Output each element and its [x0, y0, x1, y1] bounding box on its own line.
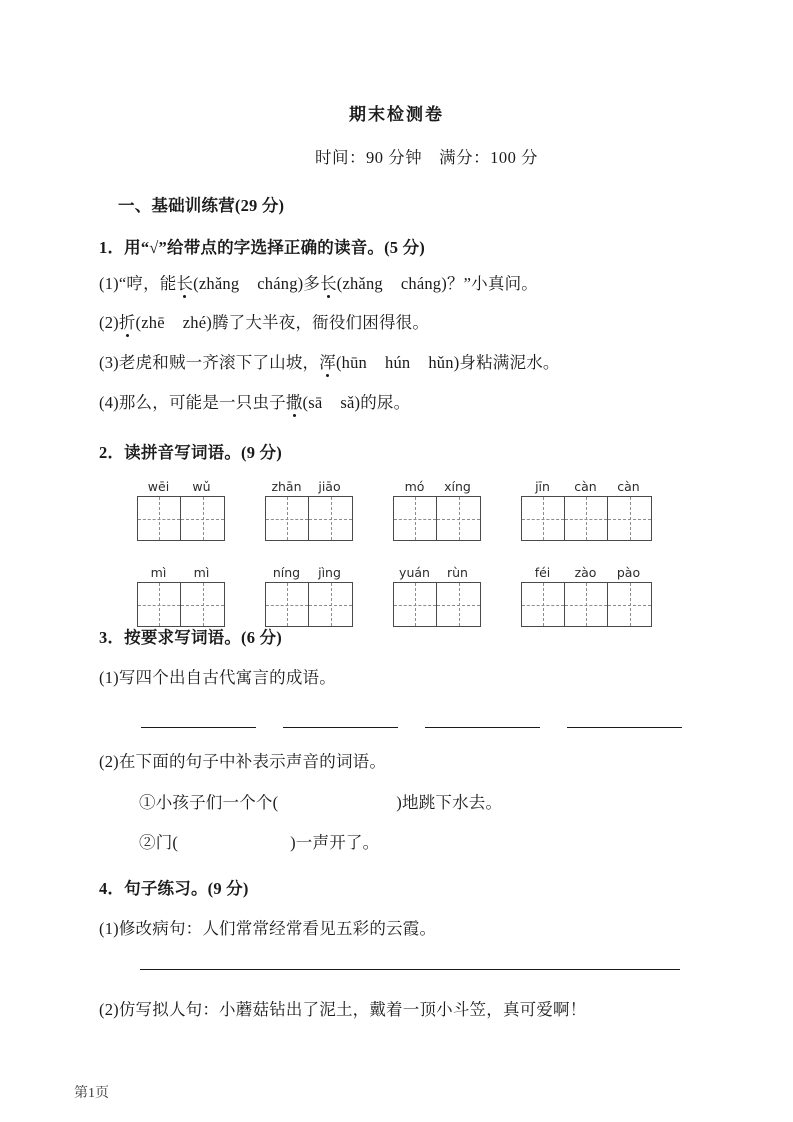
- character-grid[interactable]: [393, 496, 481, 541]
- page-number: 第1页: [74, 1086, 109, 1101]
- character-grid-cell[interactable]: [309, 497, 352, 540]
- page-title: 期末检测卷: [349, 105, 444, 124]
- idiom-answer-blank[interactable]: [567, 727, 682, 728]
- q1-i2-text-b: (zhē: [135, 313, 165, 332]
- pinyin-grid-group: [137, 474, 225, 541]
- character-grid-cell[interactable]: [266, 497, 309, 540]
- section-heading-1: 一、基础训练营(29 分): [118, 196, 285, 215]
- character-grid[interactable]: [521, 582, 652, 627]
- q1-i1-emphasis-char-2: 长: [320, 274, 337, 293]
- pinyin-label: jiāo: [318, 478, 341, 494]
- pinyin-label-row: [521, 560, 652, 582]
- question-3-item-2: [139, 833, 379, 853]
- character-grid-cell[interactable]: [608, 497, 651, 540]
- q1-i1-text-a: (1)“哼，能: [99, 274, 177, 293]
- pinyin-label: jīn: [535, 478, 550, 494]
- pinyin-label: wēi: [147, 478, 170, 494]
- pinyin-label: rùn: [447, 564, 468, 580]
- idiom-answer-blank[interactable]: [283, 727, 398, 728]
- character-grid[interactable]: [393, 582, 481, 627]
- question-1-item-4: [99, 393, 410, 413]
- pinyin-label-row: [265, 474, 353, 496]
- question-3-sub-1: (1)写四个出自古代寓言的成语。: [99, 668, 336, 687]
- q1-i4-text-b: (sā: [302, 393, 323, 412]
- character-grid-cell[interactable]: [565, 497, 608, 540]
- q1-i3-text-d: hǔn)身粘满泥水。: [428, 353, 560, 372]
- character-grid-cell[interactable]: [394, 583, 437, 626]
- q1-i1-text-b: (zhǎng: [193, 274, 240, 293]
- question-4-sub-1: (1)修改病句：人们常常经常看见五彩的云霞。: [99, 919, 437, 938]
- pinyin-grid-group: [265, 474, 353, 541]
- pinyin-label: mì: [193, 564, 210, 580]
- question-4-answer-line[interactable]: [140, 969, 680, 970]
- q1-i3-emphasis-char: 浑: [319, 353, 336, 372]
- idiom-answer-blank[interactable]: [141, 727, 256, 728]
- question-1-item-1: [99, 274, 538, 294]
- question-1-item-3: [99, 353, 560, 373]
- pinyin-label: càn: [574, 478, 597, 494]
- q1-i2-text-c: zhé)腾了大半夜，衙役们困得很。: [182, 313, 430, 332]
- pinyin-label: zhān: [271, 478, 302, 494]
- character-grid-cell[interactable]: [309, 583, 352, 626]
- pinyin-label: mó: [404, 478, 425, 494]
- pinyin-label-row: [521, 474, 652, 496]
- pinyin-label-row: [393, 560, 481, 582]
- pinyin-label: jìng: [318, 564, 341, 580]
- pinyin-label: níng: [272, 564, 301, 580]
- pinyin-label: féi: [534, 564, 551, 580]
- character-grid[interactable]: [137, 582, 225, 627]
- character-grid[interactable]: [265, 582, 353, 627]
- q3-item1-text-b: )地跳下水去。: [396, 793, 503, 812]
- q1-i1-text-e: cháng)？”小真问。: [400, 274, 538, 293]
- character-grid-cell[interactable]: [565, 583, 608, 626]
- question-1-heading: 1．用“√”给带点的字选择正确的读音。(5 分): [99, 238, 425, 257]
- question-3-sub-2: (2)在下面的句子中补表示声音的词语。: [99, 752, 387, 771]
- pinyin-label-row: [393, 474, 481, 496]
- q3-item2-text-a: ②门(: [139, 833, 179, 852]
- pinyin-grid-group: [521, 560, 652, 627]
- question-3-item-1: [139, 793, 502, 813]
- question-4-sub-2: (2)仿写拟人句：小蘑菇钻出了泥土，戴着一顶小斗笠，真可爱啊！: [99, 1000, 587, 1019]
- q1-i1-emphasis-char-1: 长: [176, 274, 194, 293]
- character-grid-cell[interactable]: [266, 583, 309, 626]
- character-grid[interactable]: [521, 496, 652, 541]
- character-grid[interactable]: [265, 496, 353, 541]
- q1-i3-text-c: hún: [385, 353, 411, 372]
- pinyin-label: xíng: [444, 478, 471, 494]
- q1-i4-text-a: (4)那么，可能是一只虫子: [99, 393, 286, 412]
- question-3-heading: 3．按要求写词语。(6 分): [99, 628, 282, 647]
- pinyin-grid-group: [137, 560, 225, 627]
- pinyin-grid-group: [393, 560, 481, 627]
- q1-i4-emphasis-char: 撒: [285, 393, 303, 412]
- character-grid-cell[interactable]: [181, 497, 224, 540]
- question-2-heading: 2．读拼音写词语。(9 分): [99, 443, 282, 462]
- pinyin-label: wǔ: [192, 478, 211, 494]
- pinyin-grid-group: [393, 474, 481, 541]
- character-grid-cell[interactable]: [522, 497, 565, 540]
- idiom-answer-blank[interactable]: [425, 727, 540, 728]
- pinyin-grid-group: [521, 474, 652, 541]
- pinyin-label: càn: [617, 478, 640, 494]
- q1-i3-text-a: (3)老虎和贼一齐滚下了山坡，: [99, 353, 320, 372]
- character-grid-cell[interactable]: [394, 497, 437, 540]
- character-grid-cell[interactable]: [138, 497, 181, 540]
- q1-i2-emphasis-char: 折: [118, 313, 136, 332]
- pinyin-grid-group: [265, 560, 353, 627]
- exam-meta: 时间：90 分钟 满分：100 分: [315, 148, 538, 167]
- q3-item1-text-a: ①小孩子们一个个(: [139, 793, 279, 812]
- character-grid-cell[interactable]: [437, 497, 480, 540]
- pinyin-label: zào: [574, 564, 597, 580]
- q3-item2-text-b: )一声开了。: [290, 833, 380, 852]
- q1-i3-text-b: (hūn: [335, 353, 367, 372]
- character-grid-cell[interactable]: [181, 583, 224, 626]
- pinyin-grid-row-1: [0, 474, 793, 560]
- pinyin-label: pào: [616, 564, 641, 580]
- q1-i4-text-c: sǎ)的尿。: [340, 393, 411, 412]
- character-grid-cell[interactable]: [437, 583, 480, 626]
- character-grid-cell[interactable]: [608, 583, 651, 626]
- pinyin-label-row: [137, 474, 225, 496]
- q1-i1-text-c: cháng)多: [257, 274, 321, 293]
- question-1-item-2: [99, 313, 429, 333]
- pinyin-label: mì: [150, 564, 167, 580]
- character-grid[interactable]: [137, 496, 225, 541]
- q1-i2-text-a: (2): [99, 313, 119, 332]
- character-grid-cell[interactable]: [138, 583, 181, 626]
- question-4-heading: 4．句子练习。(9 分): [99, 879, 249, 898]
- pinyin-label: yuán: [399, 564, 430, 580]
- pinyin-label-row: [265, 560, 353, 582]
- pinyin-label-row: [137, 560, 225, 582]
- character-grid-cell[interactable]: [522, 583, 565, 626]
- q1-i1-text-d: (zhǎng: [336, 274, 383, 293]
